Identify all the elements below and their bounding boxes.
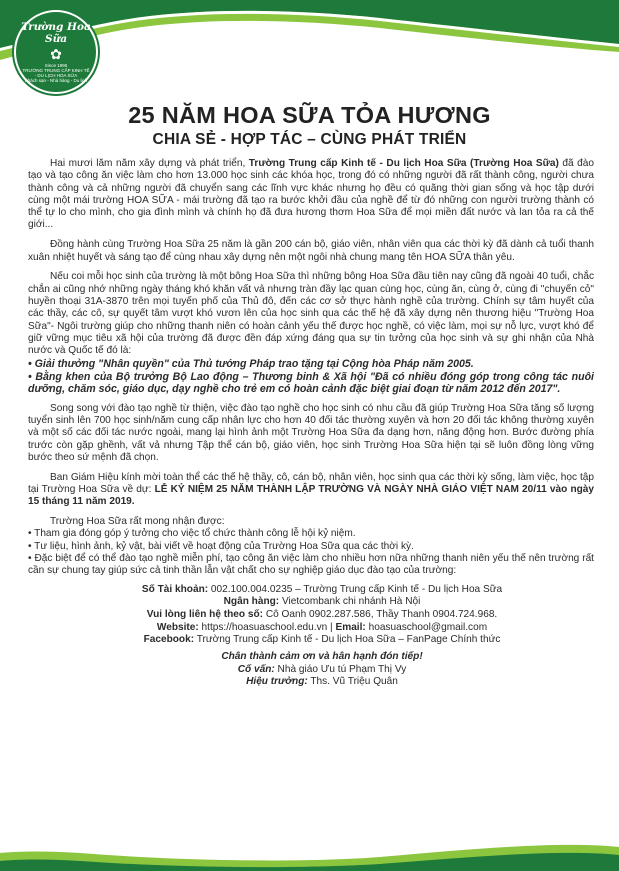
phone-row: Vui lòng liên hệ theo số: Cô Oanh 0902.287.586, Thầy Thanh 0904.724.968. — [146, 608, 498, 620]
closing-block — [28, 651, 594, 689]
flower-icon: ✿ — [50, 45, 62, 62]
email-link[interactable]: hoasuaschool@gmail.com — [365, 621, 488, 633]
logo-tagline: Khách sạn - Nhà hàng - Du lịch — [24, 78, 88, 84]
paragraph-intro: Hai mươi lăm năm xây dựng và phát triển, Trường Trung cấp Kinh tế - Du lịch Hoa Sữa (Trường Hoa Sữa) đã đào tạo và tạo công ăn việc làm cho hơn 13.000 học sinh các khóa học, trong đó có những người đã rất thành công, người chưa thành công và cả những người đã chuyển sang các lĩnh vực khác nhưng họ đều có quãng thời gian sống và học tập dưới cùng một mái trường HOA SỮA - mái trường đã tạo ra bước khởi đầu của nghề để từ đó những con người trường thành có thể tự lo cho mình, cho gia đình mình và chính họ đã đưa hương thơm Hoa Sữa để mọi miền đất nước và lan tỏa ra cả thế giới... — [28, 158, 594, 231]
facebook-link[interactable]: Trường Trung cấp Kinh tế - Du lịch Hoa Sữa – FanPage Chính thức — [194, 634, 501, 646]
list-item: • Tư liệu, hình ảnh, kỷ vật, bài viết về hoạt động của Trường Hoa Sữa qua các thời kỳ. — [28, 540, 414, 552]
letter-body — [28, 158, 594, 689]
page-subtitle: CHIA SẺ - HỢP TÁC – CÙNG PHÁT TRIỂN — [152, 131, 467, 148]
school-logo — [14, 10, 98, 94]
logo-since: Since 1996 — [44, 62, 68, 68]
paragraph-history: Nếu coi mỗi học sinh của trường là một bông Hoa Sữa thì những bông Hoa Sữa đầu tiên nay cũng đã ngoài 40 tuổi, chắc chắn ai cũng nhớ những ngày tháng khó khăn vất vả nhưng tràn đầy lạc quan cùng học, cùng ăn, cùng ở, cùng đi "chuyến cỏ" huyền thoại 31A-3870 trên mọi tuyến phố của Thủ đô, đến các cơ sở thực hành nghề của trường. Chính sự tâm huyết của các thầy, các cô, sự quyết tâm vượt khó vươn lên của học sinh qua các thế hệ đã xây dựng nên thương hiệu "Trường Hoa Sữa"- Ngôi trường giúp cho những thanh niên có hoàn cảnh yếu thế được học nghề, có việc làm, mọi sự nỗ lực, vượt khó để giữ vững mục tiêu xã hội của trường đã được đền đáp xứng đáng qua sự tin tưởng của học sinh và sự ghi nhận của Nhà nước và Quốc tế đó là: — [28, 271, 594, 357]
list-item: • Tham gia đóng góp ý tưởng cho việc tổ chức thành công lễ hội kỷ niệm. — [28, 528, 356, 540]
event-name: LỄ KỶ NIỆM 25 NĂM THÀNH LẬP TRƯỜNG VÀ NGÀY NHÀ GIÁO VIỆT NAM 20/11 vào ngày 15 tháng 11 năm 2019. — [28, 483, 595, 508]
principal-row: Hiệu trưởng: Ths. Vũ Triệu Quân — [246, 676, 398, 688]
advisor-row: Cố vấn: Nhà giáo Ưu tú Phạm Thị Vy — [237, 663, 407, 675]
web-row: Website: https://hoasuaschool.edu.vn | Email: hoasuaschool@gmail.com — [156, 621, 488, 633]
list-title: Trường Hoa Sữa rất mong nhận được: — [50, 516, 225, 528]
logo-name: Trường Hoa Sữa — [21, 20, 91, 45]
bottom-wave-decoration — [0, 811, 619, 871]
bank-name-row: Ngân hàng: Vietcombank chi nhánh Hà Nội — [223, 596, 421, 608]
page-title: 25 NĂM HOA SỮA TỎA HƯƠNG — [128, 102, 491, 128]
award-human-rights: • Giải thưởng "Nhân quyền" của Thủ tướng Pháp trao tặng tại Cộng hòa Pháp năm 2005. — [28, 358, 474, 371]
thanks-line: Chân thành cảm ơn và hân hạnh đón tiếp! — [221, 651, 423, 663]
award-ministry: • Bằng khen của Bộ trưởng Bộ Lao động – Thương binh & Xã hội "Đã có nhiều đóng góp trong công tác nuôi dưỡng, chăm sóc, giáo dục, dạy nghề cho trẻ em có hoàn cảnh đặc biệt giai đoạn từ năm 2012 đến 2017". — [28, 370, 594, 396]
list-item: • Đặc biệt để có thể đào tạo nghề miễn phí, tạo công ăn việc làm cho nhiều hơn nữa những thanh niên yếu thế nên trường rất cần sự chung tay giúp sức cả tinh thần lẫn vật chất cho sự nghiệp giáo dục đào tạo của trường: — [28, 552, 594, 577]
paragraph-invitation: Ban Giám Hiệu kính mời toàn thể các thế hệ thầy, cô, cán bộ, nhân viên, học sinh qua các thời kỳ sống, làm việc, học tập tại Trường Hoa Sữa về dự: LỄ KỶ NIỆM 25 NĂM THÀNH LẬP TRƯỜNG VÀ NGÀY NHÀ GIÁO VIỆT NAM 20/11 vào ngày 15 tháng 11 năm 2019. — [28, 471, 595, 508]
bank-account-row: Số Tài khoản: 002.100.004.0235 – Trường Trung cấp Kinh tế - Du lịch Hoa Sữa — [141, 583, 503, 595]
paragraph-growth: Song song với đào tạo nghề từ thiện, việc đào tạo nghề cho học sinh có nhu cầu đã giúp Trường Hoa Sữa tăng số lượng tuyển sinh lên 700 học sinh/năm cung cấp nhân lực cho hơn 40 đối tác thường xuyên và hơn 20 đối tác không thường xuyên và một số các đối tác nước ngoài, mang lại hình ảnh một Trường Hoa Sữa đa dạng hơn, năng động hơn. Bước đường phía trước còn gặp ghềnh, vất vả nhưng Tập thể cán bộ, giáo viên, học sinh Trường Hoa Sữa hiện tại sẽ luôn đồng lòng vững bước theo sứ mệnh đã chọn. — [28, 402, 594, 463]
contact-block — [28, 584, 594, 648]
school-name: Trường Trung cấp Kinh tế - Du lịch Hoa Sữa (Trường Hoa Sữa) — [248, 158, 559, 169]
website-link[interactable]: https://hoasuaschool.edu.vn | — [198, 621, 336, 633]
paragraph-staff: Đồng hành cùng Trường Hoa Sữa 25 năm là gần 200 cán bộ, giáo viên, nhân viên qua các thời kỳ đã dành cả tuổi thanh xuân nhiệt huyết và sáng tạo để cùng nhau xây dựng nên một ngôi nhà chung mang tên HOA SỮA thân yêu. — [28, 239, 594, 263]
logo-school-name: TRƯỜNG TRUNG CẤP KINH TẾ - DU LỊCH HOA SỮA — [22, 67, 90, 79]
facebook-row: Facebook: Trường Trung cấp Kinh tế - Du lịch Hoa Sữa – FanPage Chính thức — [143, 634, 501, 646]
